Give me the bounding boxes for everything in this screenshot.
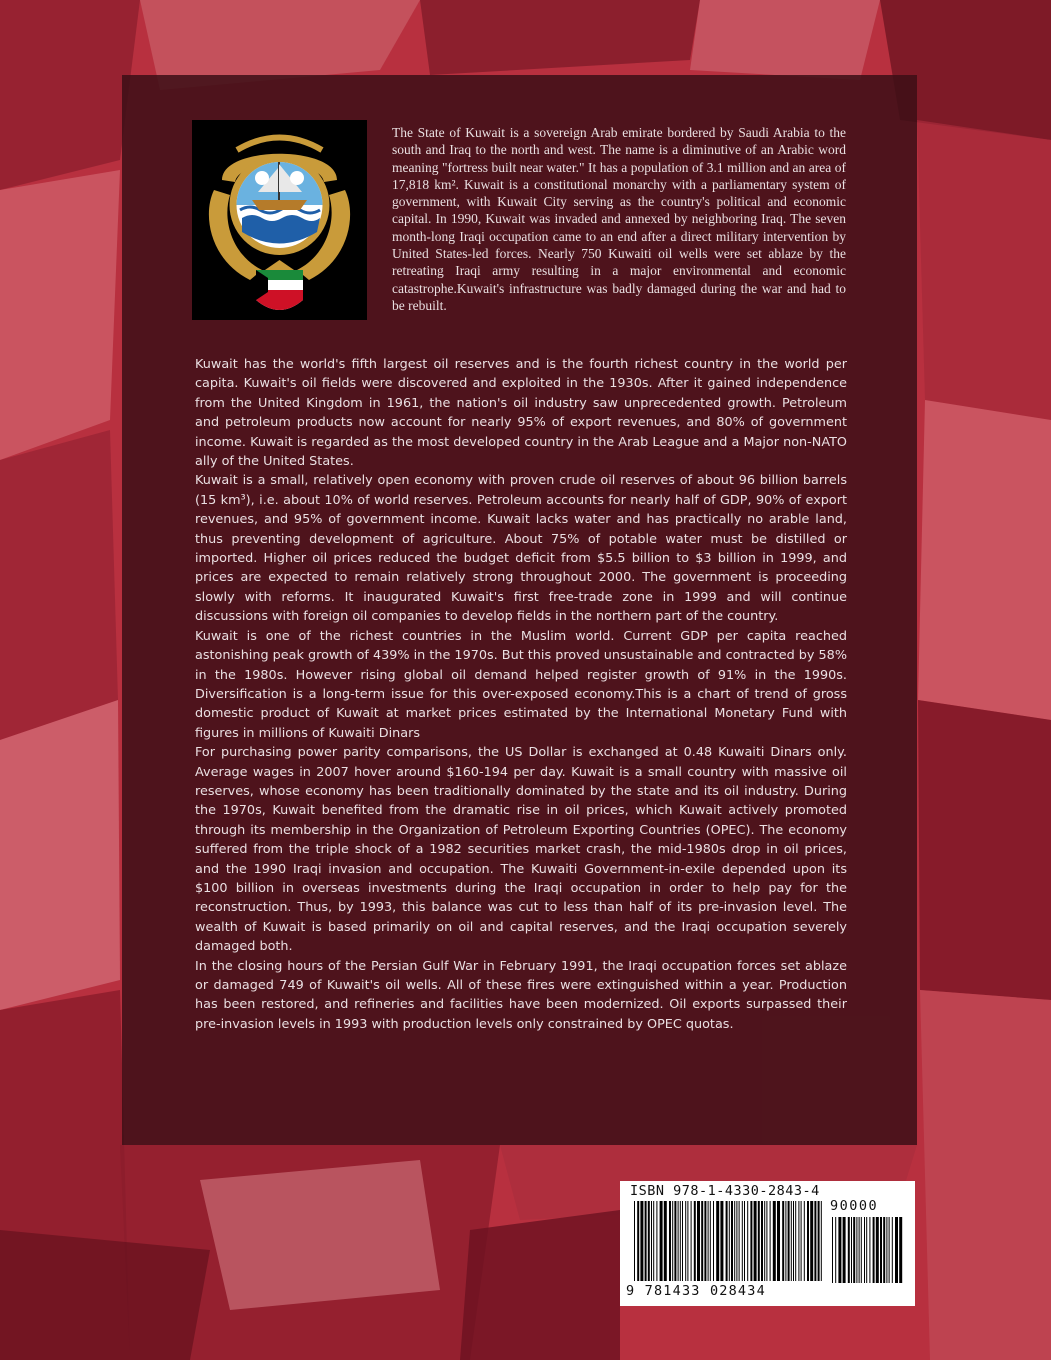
paragraph-ppp: For purchasing power parity comparisons, the US Dollar is exchanged at 0.48 Kuwaiti Dinars only. Average wages in 2007 hover around $160-194 per day. Kuwait is a small country with massive oil reserves, whose economy has been traditionally dominated by the state and its oil industry. During the 1970s, Kuwait benefited from the dramatic rise in oil prices, which Kuwait actively promoted through its membership in the Organization of Petroleum Exporting Countries (OPEC). The economy suffered from the triple shock of a 1982 securities market crash, the mid-1980s drop in oil prices, and the 1990 Iraqi invasion and occupation. The Kuwaiti Government-in-exile depended upon its $100 billion in overseas investments during the Iraqi occupation in order to help pay for the reconstruction. Thus, by 1993, this balance was cut to less than half of its pre-invasion level. The wealth of Kuwait is based primarily on oil and capital reserves, and the Iraqi occupation severely damaged both. <box>195 745 847 955</box>
isbn-barcode <box>620 1181 915 1306</box>
paragraph-gulf-war: In the closing hours of the Persian Gulf War in February 1991, the Iraqi occupation forces set ablaze or damaged 749 of Kuwait's oil wells. All of these fires were extinguished within a year. Production has been restored, and refineries and facilities have been modernized. Oil exports surpassed their pre-invasion levels in 1993 with production levels only constrained by OPEC quotas. <box>195 958 847 1032</box>
paragraph-oil-reserves: Kuwait has the world's fifth largest oil reserves and is the fourth richest country in the world per capita. Kuwait's oil fields were discovered and exploited in the 1930s. After it gained independence from the United Kingdom in 1961, the nation's oil industry saw unprecedented growth. Petroleum and petroleum products now account for nearly 95% of export revenues, and 80% of government income. Kuwait is regarded as the most developed country in the Arab League and a Major non-NATO ally of the United States. <box>195 357 847 470</box>
intro-paragraph: The State of Kuwait is a sovereign Arab emirate bordered by Saudi Arabia to the south and Iraq to the north and west. The name is a diminutive of an Arabic word meaning "fortress built near water." It has a population of 3.1 million and an area of 17,818 km². Kuwait is a constitutional monarchy with a parliamentary system of government, with Kuwait City serving as the country's political and economic capital. In 1990, Kuwait was invaded and annexed by neighboring Iraq. The seven month-long Iraqi occupation came to an end after a direct military intervention by United States-led forces. Nearly 750 Kuwaiti oil wells were set ablaze by the retreating Iraqi army resulting in a major environmental and economic catastrophe.Kuwait's infrastructure was badly damaged during the war and had to be rebuilt. <box>392 125 846 313</box>
body-text <box>195 355 847 1034</box>
paragraph-open-economy: Kuwait is a small, relatively open economy with proven crude oil reserves of about 96 billion barrels (15 km³), i.e. about 10% of world reserves. Petroleum accounts for nearly half of GDP, 90% of export revenues, and 95% of government income. Kuwait lacks water and has practically no arable land, thus preventing development of agriculture. About 75% of potable water must be distilled or imported. Higher oil prices reduced the budget deficit from $5.5 billion to $3 billion in 1999, and prices are expected to remain relatively strong throughout 2000. The government is proceeding slowly with reforms. It inaugurated Kuwait's first free-trade zone in 1999 and will continue discussions with foreign oil companies to develop fields in the northern part of the country. <box>195 473 847 625</box>
ean-number: 9 781433 028434 <box>626 1283 766 1299</box>
kuwait-coat-of-arms-icon <box>192 120 367 320</box>
isbn-label: ISBN 978-1-4330-2843-4 <box>630 1183 820 1199</box>
paragraph-gdp: Kuwait is one of the richest countries in the Muslim world. Current GDP per capita reached astonishing peak growth of 439% in the 1970s. But this proved unsustainable and contracted by 58% in the 1980s. However rising global oil demand helped register growth of 91% in the 1990s. Diversification is a long-term issue for this over-exposed economy.This is a chart of trend of gross domestic product of Kuwait at market prices estimated by the International Monetary Fund with figures in millions of Kuwaiti Dinars <box>195 628 847 741</box>
addon-number: 90000 <box>830 1198 879 1214</box>
